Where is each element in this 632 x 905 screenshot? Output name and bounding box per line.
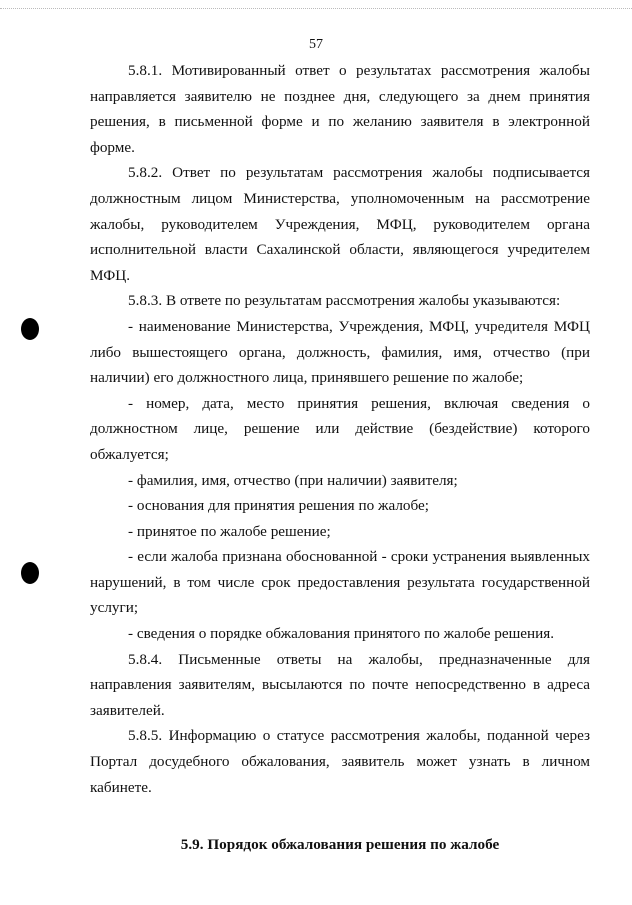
list-item: - если жалоба признана обоснованной - сроки устранения выявленных нарушений, в том числе срок предоставления результата государственной услуги; [90, 548, 590, 617]
paragraph-5-8-2: 5.8.2. Ответ по результатам рассмотрения жалобы подписывается должностным лицом Министерства, уполномоченным на рассмотрение жалобы, руководителем Учреждения, МФЦ, руководителем органа исполнительной власти Сахалинской области, являющегося учредителем МФЦ. [90, 164, 590, 284]
paragraph-5-8-4: 5.8.4. Письменные ответы на жалобы, предназначенные для направления заявителям, высылаются по почте непосредственно в адреса заявителей. [90, 650, 590, 719]
paragraph-5-8-1: 5.8.1. Мотивированный ответ о результатах рассмотрения жалобы направляется заявителю не позднее дня, следующего за днем принятия решения, в письменной форме и по желанию заявителя в электронной форме. [90, 62, 590, 156]
list-item: - сведения о порядке обжалования принятого по жалобе решения. [128, 625, 555, 643]
list-item: - наименование Министерства, Учреждения, МФЦ, учредителя МФЦ либо вышестоящего органа, должность, фамилия, имя, отчество (при наличии) его должностного лица, принявшего решение по жалобе; [90, 317, 590, 387]
punch-hole-mark [21, 562, 39, 584]
paragraph-5-8-3: 5.8.3. В ответе по результатам рассмотрения жалобы указываются: [128, 292, 561, 310]
document-body [90, 58, 590, 858]
section-heading: 5.9. Порядок обжалования решения по жалобе [180, 836, 500, 854]
scan-top-edge [0, 8, 632, 9]
list-item: - принятое по жалобе решение; [128, 522, 331, 540]
page-number: 57 [309, 37, 323, 52]
list-item: - фамилия, имя, отчество (при наличии) заявителя; [128, 471, 458, 489]
list-item: - основания для принятия решения по жалобе; [128, 497, 429, 515]
list-item: - номер, дата, место принятия решения, включая сведения о должностном лице, решение или действие (бездействие) которого обжалуется; [90, 394, 590, 463]
punch-hole-mark [21, 318, 39, 340]
paragraph-5-8-5: 5.8.5. Информацию о статусе рассмотрения жалобы, поданной через Портал досудебного обжалования, заявитель может узнать в личном кабинете. [90, 727, 590, 796]
